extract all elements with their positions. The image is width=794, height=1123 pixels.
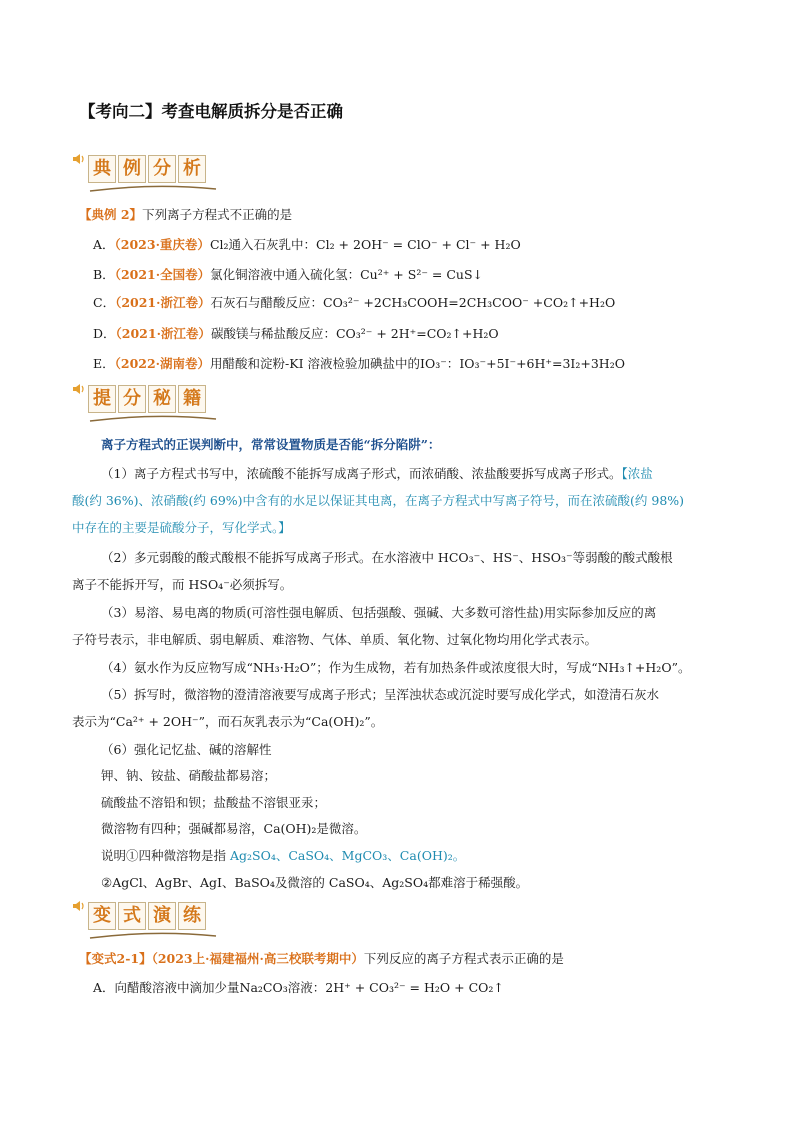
practice-tag: 【变式2-1】 <box>79 951 152 966</box>
option-b <box>93 265 483 283</box>
swoosh-decoration <box>88 413 218 423</box>
option-text: 石灰石与醋酸反应： <box>210 295 323 310</box>
tips-p6-line3: 硫酸盐不溶铅和钡；盐酸盐不溶银亚汞； <box>101 795 327 810</box>
tips-heading: 离子方程式的正误判断中，常常设置物质是否能“拆分陷阱”： <box>101 437 441 452</box>
swoosh-decoration <box>88 183 218 193</box>
tips-p1-text: （1）离子方程式书写中，浓硫酸不能拆写成离子形式，而浓硝酸、浓盐酸要拆写成离子形式。 <box>101 466 622 481</box>
banner-char: 提 <box>88 385 116 413</box>
banner-char: 变 <box>88 902 116 930</box>
tips-p2-line2: 离子不能拆开写，而 HSO₄⁻必须拆写。 <box>72 577 293 592</box>
practice-question <box>79 949 564 967</box>
option-source: （2021·全国卷） <box>114 267 211 282</box>
tips-p3-line1: （3）易溶、易电离的物质(可溶性强电解质、包括强酸、强碱、大多数可溶性盐)用实际参加反应的离 <box>101 605 657 620</box>
option-letter: D． <box>93 326 116 341</box>
option-letter: B． <box>93 267 115 282</box>
option-source: （2021·浙江卷） <box>115 295 211 310</box>
tips-note1 <box>101 846 465 864</box>
option-text: 用醋酸和淀粉-KI 溶液检验加碘盐中的IO₃⁻： <box>210 356 460 371</box>
tips-p5-line1: （5）拆写时，微溶物的澄清溶液要写成离子形式；呈浑浊状态或沉淀时要写成化学式，如澄清石灰水 <box>101 687 659 702</box>
practice-option-a <box>93 978 504 996</box>
banner-char: 典 <box>88 155 116 183</box>
option-equation: Cl₂ + 2OH⁻ = ClO⁻ + Cl⁻ + H₂O <box>316 237 521 252</box>
tips-p1-line3: 中存在的主要是硫酸分子，写化学式。】 <box>72 520 291 535</box>
banner-tips <box>72 380 222 426</box>
tips-note2: ②AgCl、AgBr、AgI、BaSO₄及微溶的 CaSO₄、Ag₂SO₄都难溶于稀强酸。 <box>101 875 529 890</box>
tips-p4-line1: （4）氨水作为反应物写成“NH₃·H₂O”；作为生成物，若有加热条件或浓度很大时，写成“NH₃↑+H₂O”。 <box>101 660 691 675</box>
tips-p2-line1: （2）多元弱酸的酸式酸根不能拆写成离子形式。在水溶液中 HCO₃⁻、HS⁻、HSO₃⁻等弱酸的酸式酸根 <box>101 550 673 565</box>
page-title: 【考向二】考查电解质拆分是否正确 <box>79 102 343 121</box>
banner-char: 分 <box>118 385 146 413</box>
example-question-text: 下列离子方程式不正确的是 <box>142 207 293 222</box>
practice-source: （2023上·福建福州·高三校联考期中） <box>151 951 364 966</box>
swoosh-decoration <box>88 930 218 940</box>
option-source: （2023·重庆卷） <box>114 237 210 252</box>
tips-p1-note: 【浓盐 <box>621 466 653 481</box>
banner-example <box>72 150 222 196</box>
option-letter: A． <box>93 237 115 252</box>
speaker-icon <box>72 899 86 913</box>
speaker-icon <box>72 382 86 396</box>
banner-char: 式 <box>118 902 146 930</box>
tips-note1-list: Ag₂SO₄、CaSO₄、MgCO₃、Ca(OH)₂。 <box>229 848 466 863</box>
banner-char: 析 <box>178 155 206 183</box>
option-equation: CO₃²⁻ +2CH₃COOH=2CH₃COO⁻ +CO₂↑+H₂O <box>323 295 616 310</box>
option-text: Cl₂通入石灰乳中： <box>209 237 317 252</box>
speaker-icon <box>72 152 86 166</box>
option-equation: CO₃²⁻ + 2H⁺=CO₂↑+H₂O <box>335 326 499 341</box>
option-a <box>93 235 521 253</box>
tips-p1-line2: 酸(约 36%)、浓硝酸(约 69%)中含有的水足以保证其电离，在离子方程式中写离子符号，而在浓硫酸(约 98%) <box>72 493 685 508</box>
banner-char: 籍 <box>178 385 206 413</box>
option-c <box>93 293 615 311</box>
banner-char: 例 <box>118 155 146 183</box>
banner-char: 演 <box>148 902 176 930</box>
option-equation: Cu²⁺ + S²⁻ = CuS↓ <box>360 267 483 282</box>
option-equation: IO₃⁻+5I⁻+6H⁺=3I₂+3H₂O <box>459 356 625 371</box>
banner-char: 练 <box>178 902 206 930</box>
tips-p6-line4: 微溶物有四种；强碱都易溶，Ca(OH)₂是微溶。 <box>101 821 367 836</box>
option-text: 碳酸镁与稀盐酸反应： <box>210 326 336 341</box>
tips-p6-line2: 钾、钠、铵盐、硝酸盐都易溶； <box>101 768 277 783</box>
tips-p1-line1 <box>101 464 653 482</box>
banner-char: 分 <box>148 155 176 183</box>
tips-note1-prefix: 说明①四种微溶物是指 <box>101 848 230 863</box>
example-question <box>79 205 292 223</box>
tips-p6-line1: （6）强化记忆盐、碱的溶解性 <box>101 742 272 757</box>
option-e <box>93 354 625 372</box>
option-source: （2022·湖南卷） <box>114 356 211 371</box>
tips-p5-line2: 表示为“Ca²⁺ + 2OH⁻”，而石灰乳表示为“Ca(OH)₂”。 <box>72 714 384 729</box>
option-text: 向醋酸溶液中滴加少量Na₂CO₃溶液： <box>114 980 326 995</box>
option-letter: C． <box>93 295 116 310</box>
banner-practice <box>72 897 222 943</box>
example-tag: 【典例 2】 <box>79 207 143 222</box>
option-equation: 2H⁺ + CO₃²⁻ = H₂O + CO₂↑ <box>325 980 504 995</box>
tips-p3-line2: 子符号表示，非电解质、弱电解质、难溶物、气体、单质、氧化物、过氧化物均用化学式表示。 <box>72 632 598 647</box>
option-d <box>93 324 499 342</box>
option-text: 氯化铜溶液中通入硫化氢： <box>210 267 361 282</box>
option-letter: E． <box>93 356 115 371</box>
option-letter: A． <box>93 980 115 995</box>
practice-question-text: 下列反应的离子方程式表示正确的是 <box>363 951 564 966</box>
option-source: （2021·浙江卷） <box>115 326 211 341</box>
banner-char: 秘 <box>148 385 176 413</box>
